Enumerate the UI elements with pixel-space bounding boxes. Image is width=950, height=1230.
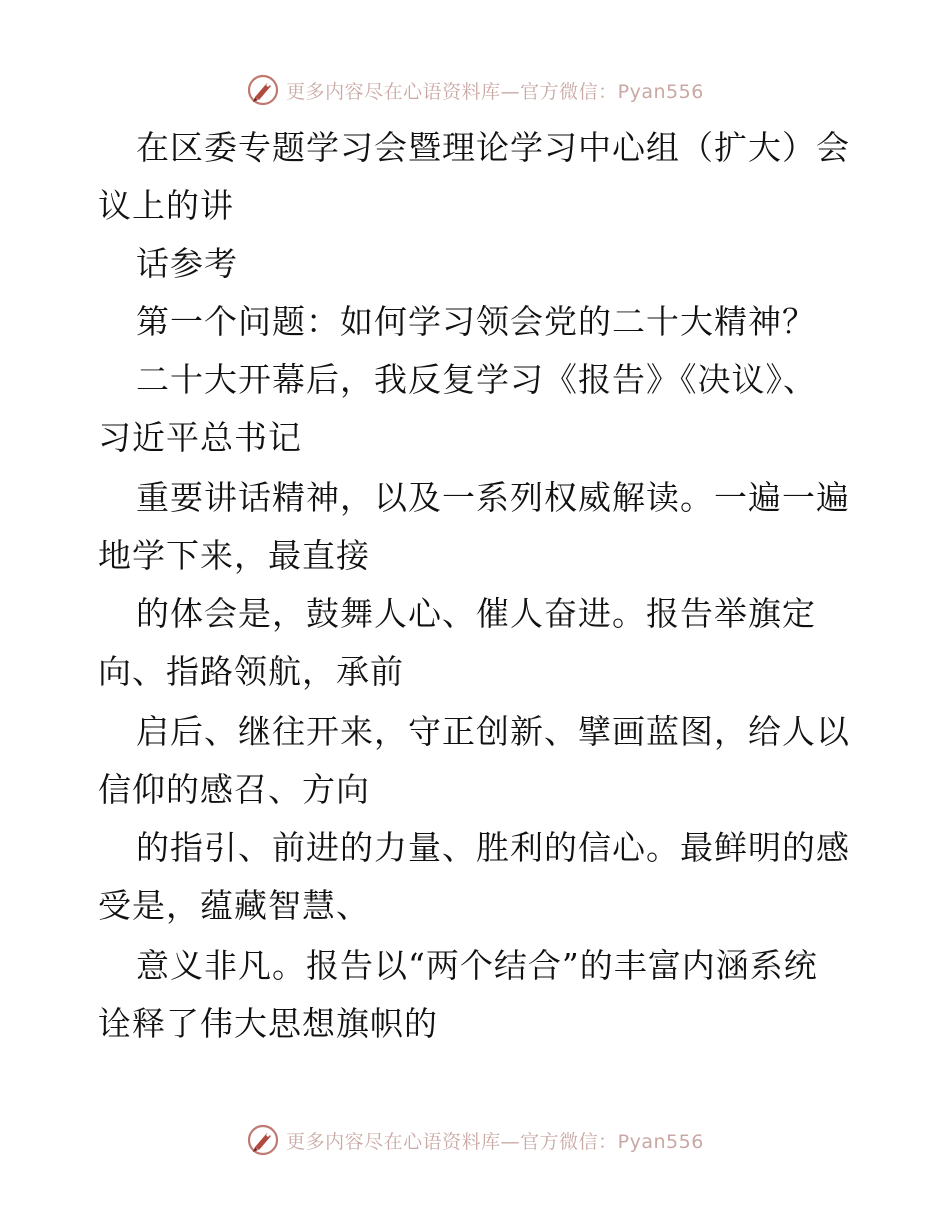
- text-line: 诠释了伟大思想旗帜的: [98, 1004, 438, 1043]
- text-line: 话参考: [136, 244, 238, 283]
- text-line: 第一个问题：如何学习领会党的二十大精神？: [136, 302, 816, 341]
- text-line: 地学下来，最直接: [98, 536, 370, 575]
- text-line: 向、指路领航，承前: [98, 652, 404, 691]
- text-line: 二十大开幕后，我反复学习《报告》《决议》、: [136, 360, 817, 399]
- text-line: 意义非凡。报告以“两个结合”的丰富内涵系统: [136, 946, 818, 985]
- text-line: 的指引、前进的力量、胜利的信心。最鲜明的感: [136, 828, 850, 867]
- text-line: 信仰的感召、方向: [98, 770, 370, 809]
- watermark-text: 更多内容尽在心语资料库—官方微信：Pyan556: [286, 1130, 704, 1153]
- pen-nib-circle-icon: [246, 1123, 280, 1157]
- text-line: 受是，蕴藏智慧、: [98, 886, 370, 925]
- header-watermark: [0, 70, 950, 110]
- footer-watermark: [0, 1120, 950, 1160]
- text-line: 重要讲话精神，以及一系列权威解读。一遍一遍: [136, 478, 850, 517]
- text-line: 的体会是，鼓舞人心、催人奋进。报告举旗定: [136, 594, 816, 633]
- text-line: 议上的讲: [98, 186, 234, 225]
- text-line: 启后、继往开来，守正创新、擘画蓝图，给人以: [136, 712, 850, 751]
- text-line: 习近平总书记: [98, 418, 302, 457]
- pen-nib-circle-icon: [246, 73, 280, 107]
- text-line: 在区委专题学习会暨理论学习中心组（扩大）会: [136, 128, 850, 167]
- watermark-text: 更多内容尽在心语资料库—官方微信：Pyan556: [286, 80, 704, 103]
